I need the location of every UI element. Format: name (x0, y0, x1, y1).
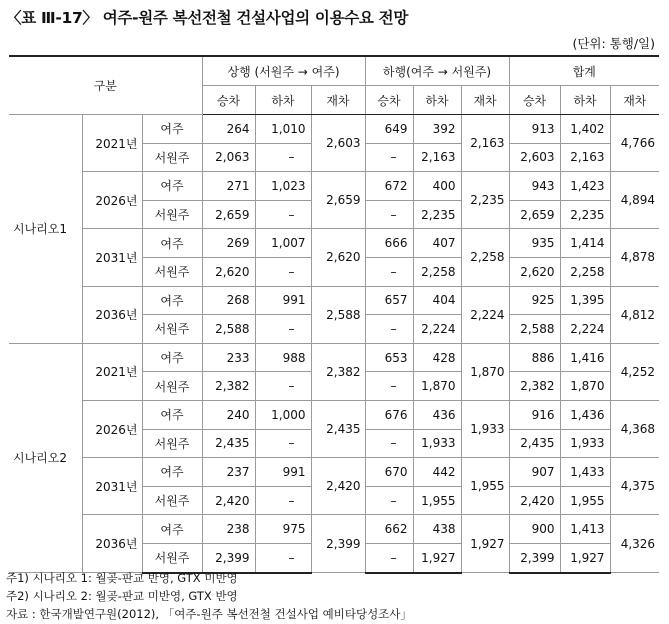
down-board-value: 653 (365, 343, 413, 372)
up-onboard-value: 2,588 (311, 286, 365, 343)
total-onboard-value: 4,252 (610, 343, 659, 400)
station-label: 여주 (142, 115, 202, 144)
down-board-value: – (365, 429, 413, 458)
up-alight-value: 975 (255, 515, 311, 544)
total-board-value: 2,420 (509, 486, 560, 515)
down-alight-value: 438 (413, 515, 461, 544)
down-board-value: – (365, 257, 413, 286)
up-board-value: 2,382 (202, 372, 255, 401)
up-board-value: 264 (202, 115, 255, 144)
up-onboard-value: 2,620 (311, 229, 365, 286)
down-alight-value: 404 (413, 286, 461, 315)
up-alight-value: – (255, 486, 311, 515)
station-label: 여주 (142, 515, 202, 544)
total-onboard-value: 4,878 (610, 229, 659, 286)
total-board-value: 2,588 (509, 315, 560, 344)
up-board-value: 2,420 (202, 486, 255, 515)
header-up-alight: 하차 (255, 86, 311, 115)
station-label: 서원주 (142, 486, 202, 515)
station-label: 여주 (142, 400, 202, 429)
up-alight-value: – (255, 143, 311, 172)
total-onboard-value: 4,812 (610, 286, 659, 343)
total-board-value: 900 (509, 515, 560, 544)
down-alight-value: 436 (413, 400, 461, 429)
down-onboard-value: 1,933 (461, 400, 509, 457)
header-up-onboard: 재차 (311, 86, 365, 115)
table-row (9, 172, 659, 201)
total-alight-value: 1,933 (560, 429, 610, 458)
total-board-value: 935 (509, 229, 560, 258)
year-label: 2021년 (82, 115, 142, 172)
total-alight-value: 1,416 (560, 343, 610, 372)
down-alight-value: 428 (413, 343, 461, 372)
total-board-value: 2,435 (509, 429, 560, 458)
header-down-onboard: 재차 (461, 86, 509, 115)
header-down-alight: 하차 (413, 86, 461, 115)
up-board-value: 237 (202, 458, 255, 487)
table-row (9, 343, 659, 372)
down-alight-value: 1,933 (413, 429, 461, 458)
total-onboard-value: 4,326 (610, 515, 659, 573)
up-board-value: 233 (202, 343, 255, 372)
table-row (9, 458, 659, 487)
down-board-value: – (365, 543, 413, 572)
footnote-1: 주1) 시나리오 1: 월곶-판교 반영, GTX 미반영 (6, 571, 238, 585)
header-down-board: 승차 (365, 86, 413, 115)
station-label: 여주 (142, 343, 202, 372)
up-board-value: 240 (202, 400, 255, 429)
year-label: 2026년 (82, 400, 142, 457)
unit-label: (단위: 통행/일) (572, 36, 655, 51)
down-board-value: 676 (365, 400, 413, 429)
up-alight-value: – (255, 372, 311, 401)
table-row (9, 229, 659, 258)
total-board-value: 2,399 (509, 543, 560, 572)
station-label: 서원주 (142, 372, 202, 401)
station-label: 서원주 (142, 315, 202, 344)
station-label: 서원주 (142, 200, 202, 229)
total-alight-value: 2,224 (560, 315, 610, 344)
total-alight-value: 1,870 (560, 372, 610, 401)
down-alight-value: 1,955 (413, 486, 461, 515)
down-alight-value: 407 (413, 229, 461, 258)
up-onboard-value: 2,659 (311, 172, 365, 229)
up-alight-value: – (255, 429, 311, 458)
down-onboard-value: 2,163 (461, 115, 509, 172)
up-onboard-value: 2,382 (311, 343, 365, 400)
down-board-value: 649 (365, 115, 413, 144)
up-alight-value: – (255, 257, 311, 286)
total-alight-value: 2,235 (560, 200, 610, 229)
down-alight-value: 2,235 (413, 200, 461, 229)
down-alight-value: 2,163 (413, 143, 461, 172)
up-board-value: 269 (202, 229, 255, 258)
down-board-value: 670 (365, 458, 413, 487)
source-note: 자료 : 한국개발연구원(2012), 「여주-원주 복선전철 건설사업 예비타당성조사」 (6, 607, 412, 621)
footnote-2: 주2) 시나리오 2: 월곶-판교 미반영, GTX 반영 (6, 589, 238, 603)
total-board-value: 2,659 (509, 200, 560, 229)
header-total-alight: 하차 (560, 86, 610, 115)
table-row (9, 286, 659, 315)
year-label: 2031년 (82, 229, 142, 286)
total-onboard-value: 4,368 (610, 400, 659, 457)
year-label: 2036년 (82, 286, 142, 343)
down-onboard-value: 2,224 (461, 286, 509, 343)
up-alight-value: 1,007 (255, 229, 311, 258)
station-label: 서원주 (142, 543, 202, 572)
up-onboard-value: 2,435 (311, 400, 365, 457)
total-alight-value: 1,402 (560, 115, 610, 144)
total-alight-value: 1,927 (560, 543, 610, 572)
station-label: 서원주 (142, 257, 202, 286)
up-onboard-value: 2,399 (311, 515, 365, 573)
down-board-value: – (365, 372, 413, 401)
down-alight-value: 1,870 (413, 372, 461, 401)
table-body (9, 115, 659, 573)
table-row (9, 515, 659, 544)
station-label: 여주 (142, 458, 202, 487)
total-board-value: 913 (509, 115, 560, 144)
up-alight-value: 1,023 (255, 172, 311, 201)
total-board-value: 2,603 (509, 143, 560, 172)
total-board-value: 916 (509, 400, 560, 429)
station-label: 서원주 (142, 143, 202, 172)
station-label: 여주 (142, 172, 202, 201)
station-label: 여주 (142, 286, 202, 315)
down-board-value: – (365, 200, 413, 229)
down-board-value: 672 (365, 172, 413, 201)
year-label: 2021년 (82, 343, 142, 400)
year-label: 2036년 (82, 515, 142, 573)
up-board-value: 268 (202, 286, 255, 315)
total-board-value: 2,620 (509, 257, 560, 286)
up-board-value: 2,435 (202, 429, 255, 458)
year-label: 2031년 (82, 458, 142, 515)
total-board-value: 2,382 (509, 372, 560, 401)
up-alight-value: 1,000 (255, 400, 311, 429)
table-title: 〈표 Ⅲ-17〉 여주-원주 복선전철 건설사업의 이용수요 전망 (6, 9, 409, 27)
down-board-value: – (365, 315, 413, 344)
down-board-value: 662 (365, 515, 413, 544)
station-label: 여주 (142, 229, 202, 258)
up-board-value: 271 (202, 172, 255, 201)
total-alight-value: 2,258 (560, 257, 610, 286)
down-alight-value: 1,927 (413, 543, 461, 572)
year-label: 2026년 (82, 172, 142, 229)
total-onboard-value: 4,766 (610, 115, 659, 172)
header-total-board: 승차 (509, 86, 560, 115)
scenario-label: 시나리오2 (9, 343, 82, 572)
down-board-value: – (365, 486, 413, 515)
up-alight-value: 991 (255, 458, 311, 487)
down-onboard-value: 2,235 (461, 172, 509, 229)
total-alight-value: 2,163 (560, 143, 610, 172)
header-category: 구분 (9, 56, 202, 115)
down-alight-value: 2,224 (413, 315, 461, 344)
total-alight-value: 1,414 (560, 229, 610, 258)
station-label: 서원주 (142, 429, 202, 458)
up-board-value: 2,620 (202, 257, 255, 286)
down-onboard-value: 1,870 (461, 343, 509, 400)
up-alight-value: – (255, 315, 311, 344)
total-alight-value: 1,413 (560, 515, 610, 544)
down-onboard-value: 2,258 (461, 229, 509, 286)
total-board-value: 907 (509, 458, 560, 487)
up-alight-value: 991 (255, 286, 311, 315)
total-alight-value: 1,423 (560, 172, 610, 201)
up-board-value: 2,063 (202, 143, 255, 172)
up-board-value: 2,659 (202, 200, 255, 229)
down-onboard-value: 1,927 (461, 515, 509, 573)
total-alight-value: 1,955 (560, 486, 610, 515)
up-alight-value: – (255, 543, 311, 572)
table-row (9, 400, 659, 429)
up-board-value: 238 (202, 515, 255, 544)
total-board-value: 925 (509, 286, 560, 315)
scenario-label: 시나리오1 (9, 115, 82, 344)
up-alight-value: 1,010 (255, 115, 311, 144)
up-board-value: 2,399 (202, 543, 255, 572)
total-onboard-value: 4,894 (610, 172, 659, 229)
up-onboard-value: 2,420 (311, 458, 365, 515)
down-board-value: – (365, 143, 413, 172)
down-alight-value: 2,258 (413, 257, 461, 286)
header-up-board: 승차 (202, 86, 255, 115)
header-group-down: 하행(여주 → 서원주) (365, 56, 509, 86)
header-total-onboard: 재차 (610, 86, 659, 115)
down-alight-value: 392 (413, 115, 461, 144)
total-alight-value: 1,395 (560, 286, 610, 315)
down-board-value: 657 (365, 286, 413, 315)
up-board-value: 2,588 (202, 315, 255, 344)
down-onboard-value: 1,955 (461, 458, 509, 515)
down-alight-value: 442 (413, 458, 461, 487)
total-onboard-value: 4,375 (610, 458, 659, 515)
total-board-value: 943 (509, 172, 560, 201)
header-group-up: 상행 (서원주 → 여주) (202, 56, 365, 86)
up-onboard-value: 2,603 (311, 115, 365, 172)
total-alight-value: 1,433 (560, 458, 610, 487)
up-alight-value: 988 (255, 343, 311, 372)
down-alight-value: 400 (413, 172, 461, 201)
header-group-total: 합계 (509, 56, 659, 86)
demand-table (9, 55, 659, 574)
up-alight-value: – (255, 200, 311, 229)
total-board-value: 886 (509, 343, 560, 372)
table-row (9, 115, 659, 144)
down-board-value: 666 (365, 229, 413, 258)
footnotes (6, 569, 412, 623)
total-alight-value: 1,436 (560, 400, 610, 429)
